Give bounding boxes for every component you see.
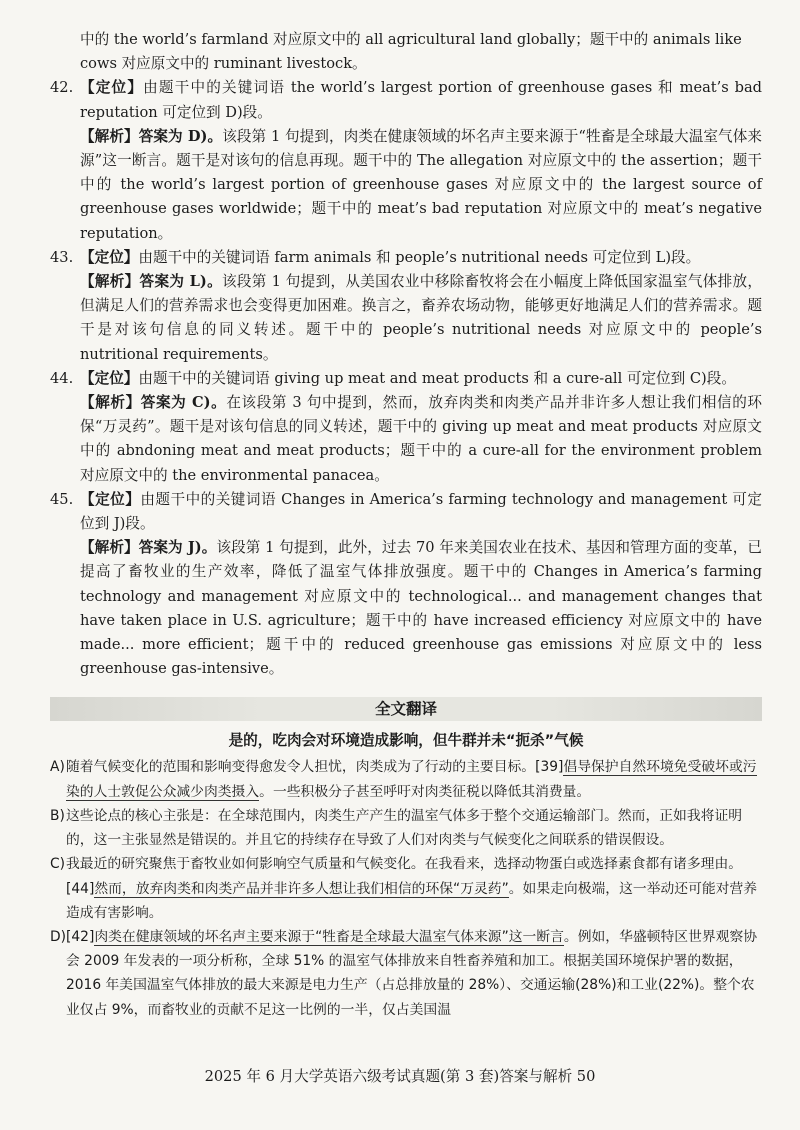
answer-entry-43: [50, 246, 762, 367]
paragraph-label: B): [50, 807, 65, 824]
question-number: 44.: [50, 369, 74, 387]
locate-label: 【定位】: [80, 490, 141, 508]
question-number: 45.: [50, 490, 74, 508]
intro-line-2: cows 对应原文中的 ruminant livestock。: [80, 55, 367, 73]
locate-label: 【定位】: [80, 248, 139, 266]
paragraph-text: 随着气候变化的范围和影响变得愈发令人担忧，肉类成为了行动的主要目标。: [66, 759, 536, 776]
analysis-label: 【解析】答案为 J)。: [80, 539, 217, 557]
question-tag: [44]: [66, 880, 95, 897]
locate-text: 由题干中的关键词语 the world’s largest portion of greenhouse gases 和 meat’s bad reputation 可定位到 D)段。: [80, 79, 762, 121]
locate-label: 【定位】: [80, 79, 144, 97]
answer-entry-45: [50, 488, 762, 682]
answer-entry-44: [50, 367, 762, 488]
analysis-line: [80, 125, 762, 246]
answer-entry-42: [50, 76, 762, 245]
underlined-answer-text: 肉类在健康领域的坏名声主要来源于“牲畜是全球最大温室气体来源”这一断言: [94, 928, 564, 945]
paragraph-label: D): [50, 928, 67, 945]
translation-paragraph-b: [50, 804, 762, 852]
question-number: 43.: [50, 248, 74, 266]
locate-line: [80, 76, 762, 124]
question-tag: [39]: [535, 759, 564, 776]
locate-text: 由题干中的关键词语 Changes in America’s farming technology and management 可定位到 J)段。: [80, 490, 762, 533]
analysis-line: [80, 270, 762, 367]
paragraph-text-after: 。例如，华盛顿特区世界观察协会 2009 年发表的一项分析称，全球 51% 的温室气体排放来自牲畜养殖和加工。根据美国环境保护署的数据，2016 年美国温室气体排放的最大来源是电力生产（占总排放量的 28%）、交通运输(28%)和工业(22%)。整个农业仅占 9%，而畜牧业的贡献不足这一比例的一半，仅占美国温: [66, 928, 758, 1018]
translation-title: 是的，吃肉会对环境造成影响，但牛群并未“扼杀”气候: [228, 732, 584, 750]
page-footer: 2025 年 6 月大学英语六级考试真题(第 3 套)答案与解析 50: [204, 1068, 596, 1085]
locate-text: 由题干中的关键词语 giving up meat and meat products 和 a cure-all 可定位到 C)段。: [138, 369, 736, 387]
translation-paragraph-d: [50, 925, 762, 1022]
analysis-text: 该段第 1 句提到，此外，过去 70 年来美国农业在技术、基因和管理方面的变革，已提高了畜牧业的生产效率，降低了温室气体排放强度。题干中的 Changes in America’s farming technology and management 对应原文中的 technological... and management changes that have taken place in U.S. agriculture；题干中的 have increased efficiency 对应原文中的 have made... more efficient；题干中的 reduced greenhouse gas emissions 对应原文中的 less greenhouse gas-intensive。: [80, 539, 762, 678]
locate-line: [80, 367, 762, 391]
locate-text: 由题干中的关键词语 farm animals 和 people’s nutritional needs 可定位到 L)段。: [138, 248, 701, 266]
analysis-text: 在该段第 3 句中提到，然而，放弃肉类和肉类产品并非许多人想让我们相信的环保“万灵药”。题干是对该句信息的同义转述，题干中的 giving up meat and meat products 对应原文中的 abndoning meat and meat products；题干中的 a cure-all for the environment problem 对应原文中的 the environmental panacea。: [80, 394, 762, 484]
paragraph-text-after: 。一些积极分子甚至呼吁对肉类征税以降低其消费量。: [259, 783, 591, 800]
translation-paragraph-a: [50, 755, 762, 803]
analysis-label: 【解析】答案为 D)。: [80, 127, 223, 145]
underlined-answer-text: 然而，放弃肉类和肉类产品并非许多人想让我们相信的环保“万灵药”: [94, 880, 509, 897]
locate-line: [80, 246, 762, 270]
analysis-label: 【解析】答案为 C)。: [80, 394, 227, 412]
analysis-line: [80, 536, 762, 681]
paragraph-label: A): [50, 759, 65, 776]
question-tag: [42]: [66, 928, 95, 945]
paragraph-label: C): [50, 856, 66, 873]
translation-paragraph-c: [50, 852, 762, 925]
paragraph-text: 我最近的研究聚焦于畜牧业如何影响空气质量和气候变化。在我看来，选择动物蛋白或选择素食都有诸多理由。: [66, 856, 743, 873]
analysis-label: 【解析】答案为 L)。: [80, 273, 222, 291]
locate-line: [80, 488, 762, 536]
locate-label: 【定位】: [80, 369, 139, 387]
section-banner: [50, 697, 762, 721]
paragraph-text: 这些论点的核心主张是：在全球范围内，肉类生产产生的温室气体多于整个交通运输部门。然而，正如我将证明的，这一主张显然是错误的。并且它的持续存在导致了人们对肉类与气候变化之间联系的错误假设。: [66, 807, 743, 849]
intro-line-1: 中的 the world’s farmland 对应原文中的 all agricultural land globally；题干中的 animals like: [80, 31, 742, 48]
paragraph-text-after: 。如果走向极端，这一举动还可能对营养造成有害影响。: [66, 880, 758, 921]
section-title: 全文翻译: [374, 700, 437, 719]
analysis-text: 该段第 1 句提到，从美国农业中移除畜牧将会在小幅度上降低国家温室气体排放，但满足人们的营养需求也会变得更加困难。换言之，畜养农场动物，能够更好地满足人们的营养需求。题干是对该句信息的同义转述。题干中的 people’s nutritional needs 对应原文中的 people’s nutritional requirements。: [80, 273, 762, 363]
analysis-text: 该段第 1 句提到，肉类在健康领域的坏名声主要来源于“牲畜是全球最大温室气体来源”这一断言。题干是对该句的信息再现。题干中的 The allegation 对应原文中的 the assertion；题干中的 the world’s largest portion of greenhouse gases 对应原文中的 the largest source of greenhouse gases worldwide；题干中的 meat’s bad reputation 对应原文中的 meat’s negative reputation。: [80, 127, 762, 242]
question-number: 42.: [50, 79, 74, 97]
analysis-line: [80, 391, 762, 488]
page-content: [50, 28, 762, 1022]
intro-paragraph: [50, 28, 762, 76]
underlined-answer-text: 倡导保护自然环境免受破坏或污染的人士敦促公众减少肉类摄入: [66, 759, 757, 800]
